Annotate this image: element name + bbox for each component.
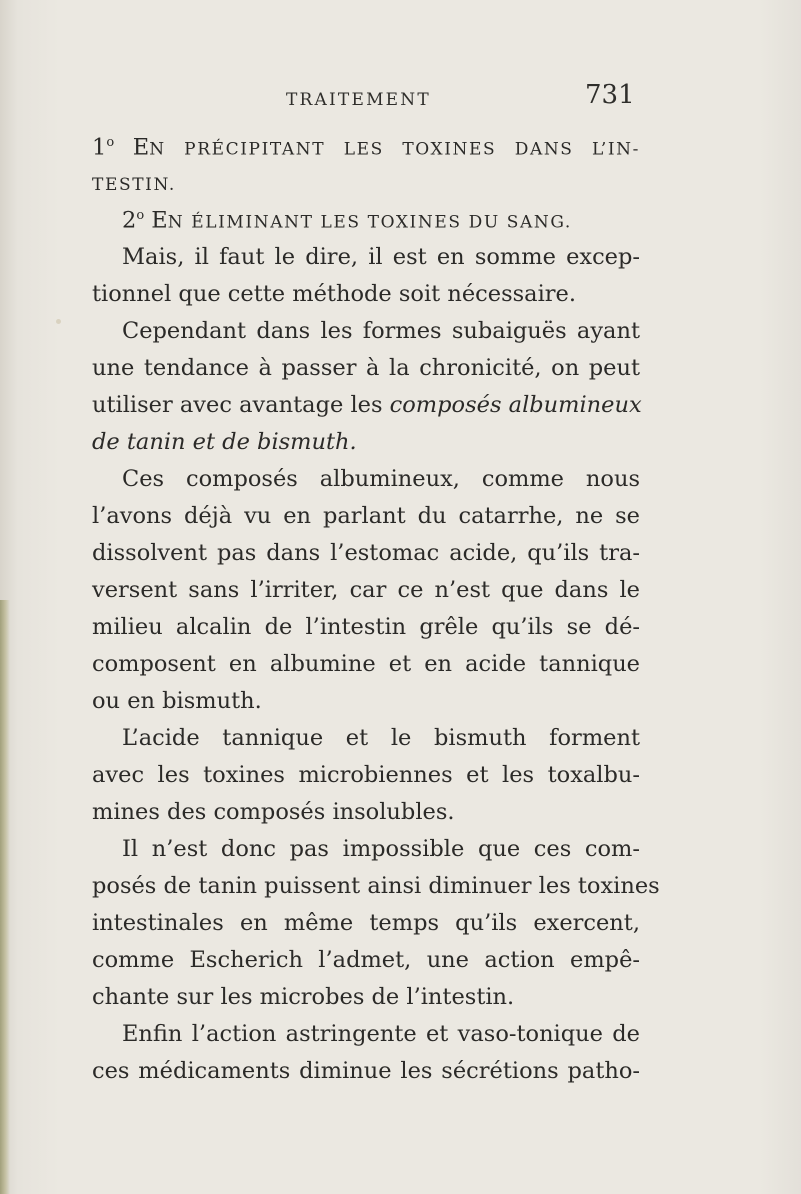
paper-speck	[56, 319, 61, 324]
ordinal-suffix: o	[106, 135, 115, 150]
paragraph-line: ces médicaments diminue les sécrétions patho-	[92, 1058, 640, 1084]
list-item-1	[92, 136, 640, 159]
paragraph-line: chante sur les microbes de l’intestin.	[92, 984, 515, 1010]
paragraph-line: Il n’est donc pas impossible que ces com-	[122, 836, 640, 862]
ordinal-suffix: o	[136, 208, 145, 223]
paragraph-line: ou en bismuth.	[92, 688, 262, 714]
paragraph-line	[92, 431, 640, 454]
paragraph-line: composent en albumine et en acide tannique	[92, 651, 640, 677]
page-number: 731	[585, 80, 635, 110]
paragraph-line: L’acide tannique et le bismuth forment	[122, 725, 640, 751]
ordinal-number: 2	[122, 207, 137, 234]
capital-letter: E	[114, 134, 150, 161]
small-caps-text: TESTIN.	[92, 175, 176, 195]
running-title: TRAITEMENT	[286, 90, 431, 110]
paragraph-line: comme Escherich l’admet, une action empê-	[92, 947, 640, 973]
paragraph-line: Cependant dans les formes subaiguës ayant	[122, 318, 640, 344]
capital-letter: E	[144, 207, 168, 234]
italic-text: de tanin et de bismuth.	[92, 429, 357, 455]
paragraph-line: Mais, il faut le dire, il est en somme excep-	[122, 244, 640, 270]
paragraph-line: dissolvent pas dans l’estomac acide, qu’ils tra-	[92, 540, 640, 566]
ordinal-number: 1	[92, 134, 107, 161]
paragraph-line: une tendance à passer à la chronicité, on peut	[92, 355, 640, 381]
paragraph-line: avec les toxines microbiennes et les toxalbu-	[92, 762, 640, 788]
list-item-2	[122, 209, 627, 232]
paragraph-line: Ces composés albumineux, comme nous	[122, 466, 640, 492]
paragraph-line: Enfin l’action astringente et vaso-tonique de	[122, 1021, 640, 1047]
small-caps-text: N ÉLIMINANT LES TOXINES DU SANG.	[167, 212, 572, 233]
italic-text: composés albumineux	[389, 392, 642, 418]
plain-text: utiliser avec avantage les	[92, 392, 390, 418]
paragraph-line: versent sans l’irriter, car ce n’est que dans le	[92, 577, 640, 603]
text-line	[92, 172, 640, 195]
paragraph-line: tionnel que cette méthode soit nécessaire.	[92, 281, 576, 307]
paragraph-line: l’avons déjà vu en parlant du catarrhe, ne se	[92, 503, 640, 529]
paragraph-line: milieu alcalin de l’intestin grêle qu’ils se dé-	[92, 614, 640, 640]
paragraph-line	[92, 394, 640, 417]
paragraph-line: posés de tanin puissent ainsi diminuer les toxines	[92, 873, 660, 899]
page-edge-shadow	[0, 600, 10, 1194]
paragraph-line: intestinales en même temps qu’ils exercent,	[92, 910, 640, 936]
small-caps-text: N PRÉCIPITANT LES TOXINES DANS L’IN-	[149, 139, 640, 160]
paragraph-line: mines des composés insolubles.	[92, 799, 455, 825]
